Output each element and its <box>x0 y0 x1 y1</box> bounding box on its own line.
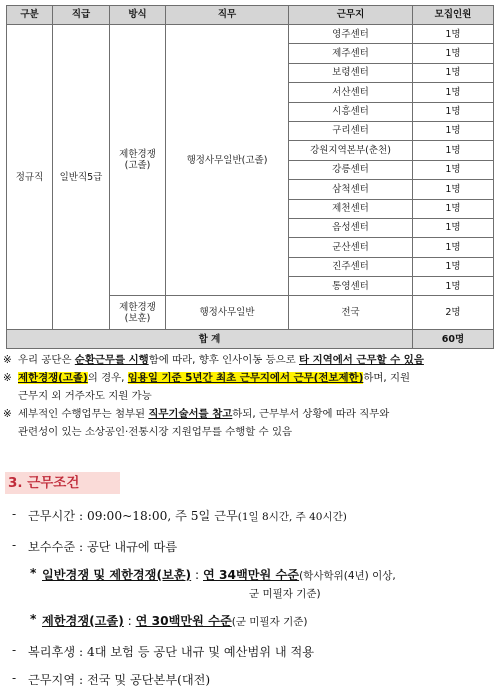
note-duty-description <box>3 405 495 441</box>
bullet-dash: - <box>12 671 17 685</box>
header-count: 모집인원 <box>413 6 494 25</box>
notes-block <box>3 351 495 441</box>
note2-text-2: 하며, 지원 <box>363 372 411 384</box>
count-cell: 1명 <box>413 141 494 160</box>
place-cell: 전국 <box>289 296 413 330</box>
bullet-dash: - <box>12 643 17 657</box>
note3-text-2: 하되, 근무부서 상황에 따라 직무와 <box>232 408 390 420</box>
section-title: 3. 근무조건 <box>5 472 120 494</box>
place-cell: 보령센터 <box>289 63 413 82</box>
note2-highlight: 제한경쟁(고졸) <box>18 372 88 384</box>
note1-text: 우리 공단은 <box>18 354 75 366</box>
bullet-dash: - <box>12 538 17 552</box>
duty-cell: 행정사무일반(고졸) <box>166 25 289 296</box>
pay2-label: 제한경쟁(고졸) <box>42 614 124 628</box>
bullet-dash: - <box>12 507 17 521</box>
header-category: 구분 <box>7 6 53 25</box>
welfare-text: 복리후생 : 4대 보험 등 공단 내규 및 예산범위 내 적용 <box>28 645 315 659</box>
place-cell: 군산센터 <box>289 238 413 257</box>
count-cell: 1명 <box>413 44 494 63</box>
header-method: 방식 <box>110 6 166 25</box>
count-cell: 1명 <box>413 199 494 218</box>
note3-emphasis: 직무기술서를 참고 <box>148 408 233 420</box>
note-mark: ※ <box>3 372 12 384</box>
table-header-row <box>7 6 494 25</box>
count-cell: 1명 <box>413 277 494 296</box>
count-cell: 2명 <box>413 296 494 330</box>
count-cell: 1명 <box>413 83 494 102</box>
note3-text-3: 관련성이 있는 소상공인·전통시장 지원업무를 수행할 수 있음 <box>18 426 293 438</box>
place-cell: 시흥센터 <box>289 102 413 121</box>
count-cell: 1명 <box>413 160 494 179</box>
note1-emphasis: 순환근무를 시행 <box>74 354 149 366</box>
place-cell: 영주센터 <box>289 25 413 44</box>
category-cell: 정규직 <box>7 25 53 330</box>
place-cell: 삼척센터 <box>289 180 413 199</box>
pay2-separator: : <box>123 614 136 628</box>
place-cell: 제주센터 <box>289 44 413 63</box>
pay1-amount: 연 34백만원 수준 <box>203 568 300 582</box>
note1-text-2: 함에 따라, 향후 인사이동 등으로 <box>148 354 299 366</box>
pay2-amount: 연 30백만원 수준 <box>135 614 232 628</box>
duty-cell: 행정사무일반 <box>166 296 289 330</box>
pay-text: 보수수준 : 공단 내규에 따름 <box>28 540 178 554</box>
total-row <box>7 330 494 349</box>
table-row <box>7 25 494 44</box>
place-cell: 강릉센터 <box>289 160 413 179</box>
place-cell: 진주센터 <box>289 257 413 276</box>
note3-text: 세부적인 수행업무는 첨부된 <box>18 408 149 420</box>
method-cell: 제한경쟁 (고졸) <box>110 25 166 296</box>
note-rotation <box>3 351 495 369</box>
note2-highlight-2: 임용일 기준 5년간 최초 근무지에서 근무(전보제한) <box>127 372 364 384</box>
method-cell: 제한경쟁 (보훈) <box>110 296 166 330</box>
note1-emphasis-2: 타 지역에서 근무할 수 있음 <box>299 354 424 366</box>
count-cell: 1명 <box>413 63 494 82</box>
count-cell: 1명 <box>413 257 494 276</box>
header-duty: 직무 <box>166 6 289 25</box>
hours-text: 근무시간 : 09:00~18:00, 주 5일 근무 <box>28 509 238 523</box>
pay2-note: (군 미필자 기준) <box>231 616 308 628</box>
count-cell: 1명 <box>413 238 494 257</box>
total-value: 60명 <box>413 330 494 349</box>
note-transfer-limit <box>3 369 495 405</box>
pay1-label: 일반경쟁 및 제한경쟁(보훈) <box>42 568 192 582</box>
area-text: 근무지역 : 전국 및 공단본부(대전) <box>28 673 211 687</box>
hours-subtext: (1일 8시간, 주 40시간) <box>237 511 347 523</box>
place-cell: 구리센터 <box>289 121 413 140</box>
bullet-star: * <box>30 566 37 580</box>
pay1-note: (학사학위(4년) 이상, <box>299 570 396 582</box>
place-cell: 통영센터 <box>289 277 413 296</box>
place-cell: 제천센터 <box>289 199 413 218</box>
note2-text-3: 근무지 외 거주자도 지원 가능 <box>18 390 152 402</box>
header-grade: 직급 <box>53 6 110 25</box>
place-cell: 강원지역본부(춘천) <box>289 141 413 160</box>
grade-cell: 일반직5급 <box>53 25 110 330</box>
note2-text: 의 경우, <box>87 372 128 384</box>
count-cell: 1명 <box>413 102 494 121</box>
recruitment-table <box>6 5 494 349</box>
note-mark: ※ <box>3 354 12 366</box>
count-cell: 1명 <box>413 25 494 44</box>
place-cell: 음성센터 <box>289 218 413 237</box>
header-place: 근무지 <box>289 6 413 25</box>
pay1-note-2: 군 미필자 기준) <box>249 588 321 600</box>
count-cell: 1명 <box>413 180 494 199</box>
pay1-separator: : <box>191 568 203 582</box>
note-mark: ※ <box>3 408 12 420</box>
count-cell: 1명 <box>413 121 494 140</box>
total-label: 합 계 <box>7 330 413 349</box>
place-cell: 서산센터 <box>289 83 413 102</box>
count-cell: 1명 <box>413 218 494 237</box>
bullet-star: * <box>30 612 37 626</box>
